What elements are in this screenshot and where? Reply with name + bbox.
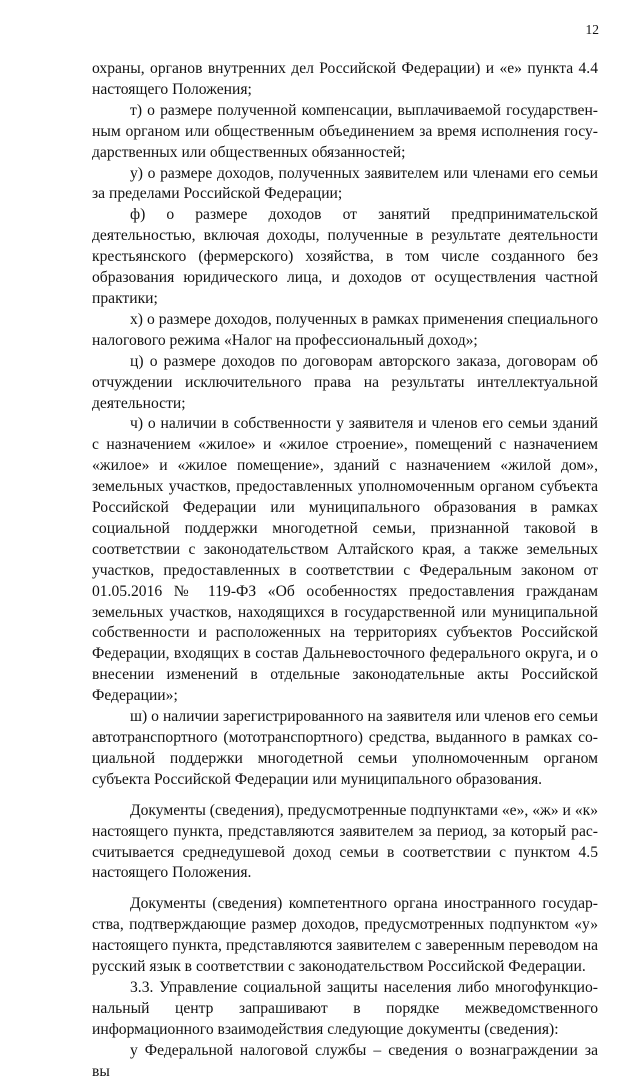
paragraph-item-u: у) о размере доходов, полученных заявителем или членами его семьи за пределами Российской Федерации; <box>92 164 598 203</box>
paragraph-item-f: ф) о размере доходов от занятий предпринимательской деятельностью, включая доходы, полученные в результате деятельности крестьянского (фермерского) хозяйства, в том числе созданного без образования юридического лица, и доходов от осуществления частной практики; <box>92 206 598 307</box>
paragraph-tax-service: у Федеральной налоговой службы – сведения о вознаграждении за вы <box>92 1041 598 1080</box>
paragraph-foreign-documents: Документы (сведения) компетентного органа иностранного государства, подтверждающие размер доходов, предусмотренных подпунктом «у» настоящего пункта, представляются заявителем с заверенным переводом на русский язык в соответствии с законодательством Российской Федерации. <box>92 895 598 976</box>
paragraph-item-t: т) о размере полученной компенсации, выплачиваемой государственным органом или общественным объединением за время исполнения государственных или общественных обязанностей; <box>92 101 598 161</box>
paragraph-section-3-3: 3.3. Управление социальной защиты населения либо многофункциональный центр запрашивают в порядке межведомственного информационного взаимодействия следующие документы (сведения): <box>92 978 598 1038</box>
paragraph-item-ts: ц) о размере доходов по договорам авторского заказа, договорам об отчуждении исключительного права на результаты интеллектуальной деятельности; <box>92 352 598 412</box>
paragraph-documents-period: Документы (сведения), предусмотренные подпунктами «е», «ж» и «к» настоящего пункта, представляются заявителем за период, за который рассчитывается среднедушевой доход семьи в соответствии с пунктом 4.5 настоящего Положения. <box>92 801 598 882</box>
paragraph-item-sh: ш) о наличии зарегистрированного на заявителя или членов его семьи автотранспортного (мототранспортного) средства, выданного в рамках социальной поддержки многодетной семьи уполномоченным органом субъекта Российской Федерации или муниципального образования. <box>92 708 598 788</box>
paragraph-continuation: охраны, органов внутренних дел Российской Федерации) и «е» пункта 4.4 настоящего Положения; <box>92 60 598 98</box>
page-number: 12 <box>585 22 599 37</box>
paragraph-item-ch: ч) о наличии в собственности у заявителя и членов его семьи зданий с назначением «жилое» и «жилое строение», помещений с назначением «жилое» и «жилое помещение», зданий с назначением «жилой дом», земельных участков, предоставленных уполномоченным органом субъекта Российской Федерации или муниципального образования в рамках социальной поддержки многодетной семьи, признанной таковой в соответствии с законодательством Алтайского края, а также земельных участков, предоставленных в соответствии с Федеральным законом от 01.05.2016 № 119-ФЗ «Об особенностях предоставления гражданам земельных участков, находящихся в государственной или муниципальной собственности и расположенных на территориях субъектов Российской Федерации, входящих в состав Дальневосточного федерального округа, и о внесении изменений в отдельные законодательные акты Российской Федерации»; <box>92 415 598 705</box>
paragraph-item-kh: х) о размере доходов, полученных в рамках применения специального налогового режима «Налог на профессиональный доход»; <box>92 310 598 349</box>
document-body <box>92 59 598 1083</box>
